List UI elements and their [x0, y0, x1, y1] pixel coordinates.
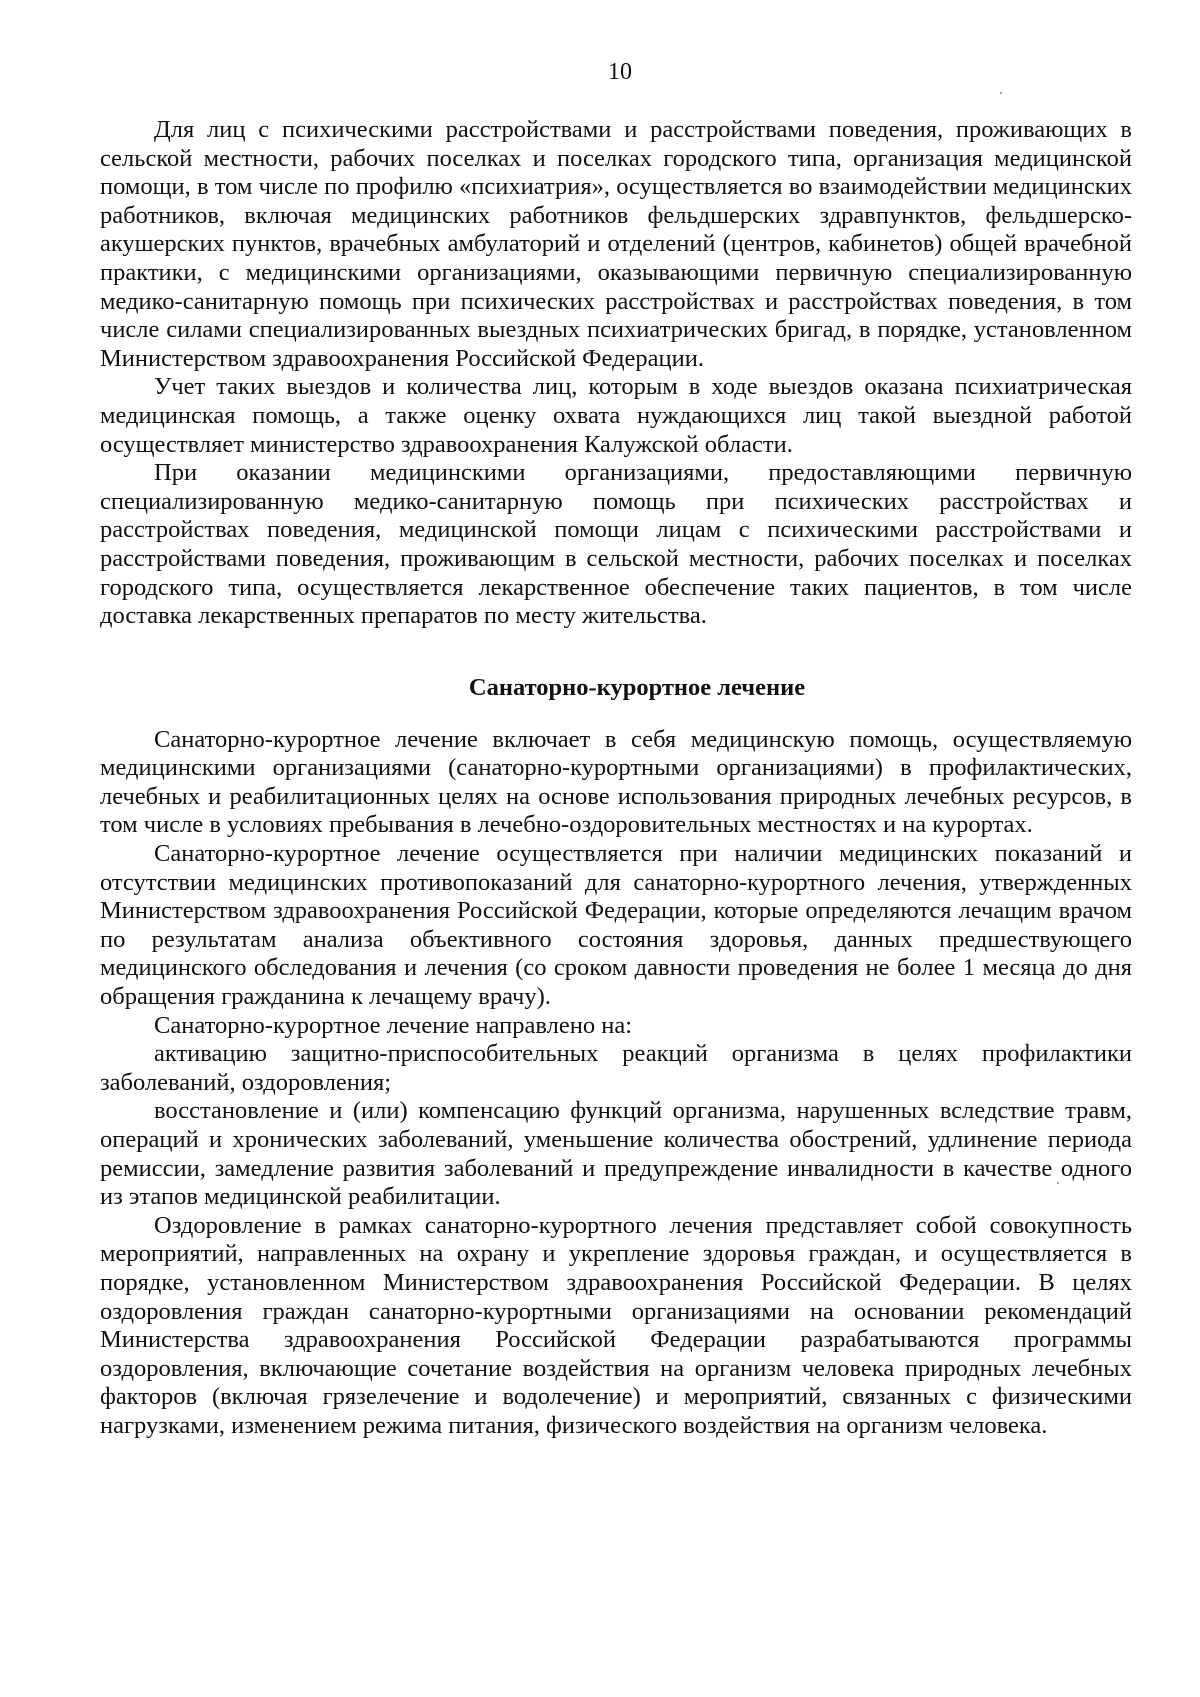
scan-speck	[1000, 92, 1002, 94]
paragraph-medication-supply: При оказании медицинскими организациями, предоставляющими первичную специализированную медико-санитарную помощь при психических расстройствах и расстройствах поведения, медицинской помощи лицам с психическими расстройствами и расстройствами поведения, проживающим в сельской местности, рабочих поселках и поселках городского типа, осуществляется лекарственное обеспечение таких пациентов, в том числе доставка лекарственных препаратов по месту жительства.	[100, 459, 1132, 630]
scan-speck	[1057, 1182, 1059, 1184]
paragraph-visits-accounting: Учет таких выездов и количества лиц, которым в ходе выездов оказана психиатрическая медицинская помощь, а также оценку охвата нуждающихся лиц такой выездной работой осуществляет министерство здравоохранения Калужской области.	[100, 373, 1132, 458]
document-body	[100, 116, 1132, 1441]
page-number: 10	[608, 59, 632, 85]
paragraph-psychiatric-care-rural: Для лиц с психическими расстройствами и расстройствами поведения, проживающих в сельской местности, рабочих поселках и поселках городского типа, организация медицинской помощи, в том числе по профилю «психиатрия», осуществляется во взаимодействии медицинских работников, включая медицинских работников фельдшерских здравпунктов, фельдшерско-акушерских пунктов, врачебных амбулаторий и отделений (центров, кабинетов) общей врачебной практики, с медицинскими организациями, оказывающими первичную специализированную медико-санитарную помощь при психических расстройствах и расстройствах поведения, в том числе силами специализированных выездных психиатрических бригад, в порядке, установленном Министерством здравоохранения Российской Федерации.	[100, 116, 1132, 372]
paragraph-sanatorium-definition: Санаторно-курортное лечение включает в себя медицинскую помощь, осуществляемую медицинскими организациями (санаторно-курортными организациями) в профилактических, лечебных и реабилитационных целях на основе использования природных лечебных ресурсов, в том числе в условиях пребывания в лечебно-оздоровительных местностях и на курортах.	[100, 725, 1132, 839]
paragraph-health-improvement: Оздоровление в рамках санаторно-курортного лечения представляет собой совокупность мероприятий, направленных на охрану и укрепление здоровья граждан, и осуществляется в порядке, установленном Министерством здравоохранения Российской Федерации. В целях оздоровления граждан санаторно-курортными организациями на основании рекомендаций Министерства здравоохранения Российской Федерации разрабатываются программы оздоровления, включающие сочетание воздействия на организм человека природных лечебных факторов (включая грязелечение и водолечение) и мероприятий, связанных с физическими нагрузками, изменением режима питания, физического воздействия на организм человека.	[100, 1211, 1132, 1439]
paragraph-aim-activation: активацию защитно-приспособительных реакций организма в целях профилактики заболеваний, оздоровления;	[100, 1040, 1132, 1096]
paragraph-sanatorium-aims-intro: Санаторно-курортное лечение направлено на:	[154, 1011, 633, 1039]
paragraph-aim-restoration: восстановление и (или) компенсацию функций организма, нарушенных вследствие травм, операций и хронических заболеваний, уменьшение количества обострений, удлинение периода ремиссии, замедление развития заболеваний и предупреждение инвалидности в качестве одного из этапов медицинской реабилитации.	[100, 1097, 1132, 1211]
section-title: Санаторно-курортное лечение	[468, 673, 806, 701]
paragraph-sanatorium-indications: Санаторно-курортное лечение осуществляется при наличии медицинских показаний и отсутствии медицинских противопоказаний для санаторно-курортного лечения, утвержденных Министерством здравоохранения Российской Федерации, которые определяются лечащим врачом по результатам анализа объективного состояния здоровья, данных предшествующего медицинского обследования и лечения (со сроком давности проведения не более 1 месяца до дня обращения гражданина к лечащему врачу).	[100, 840, 1132, 1011]
